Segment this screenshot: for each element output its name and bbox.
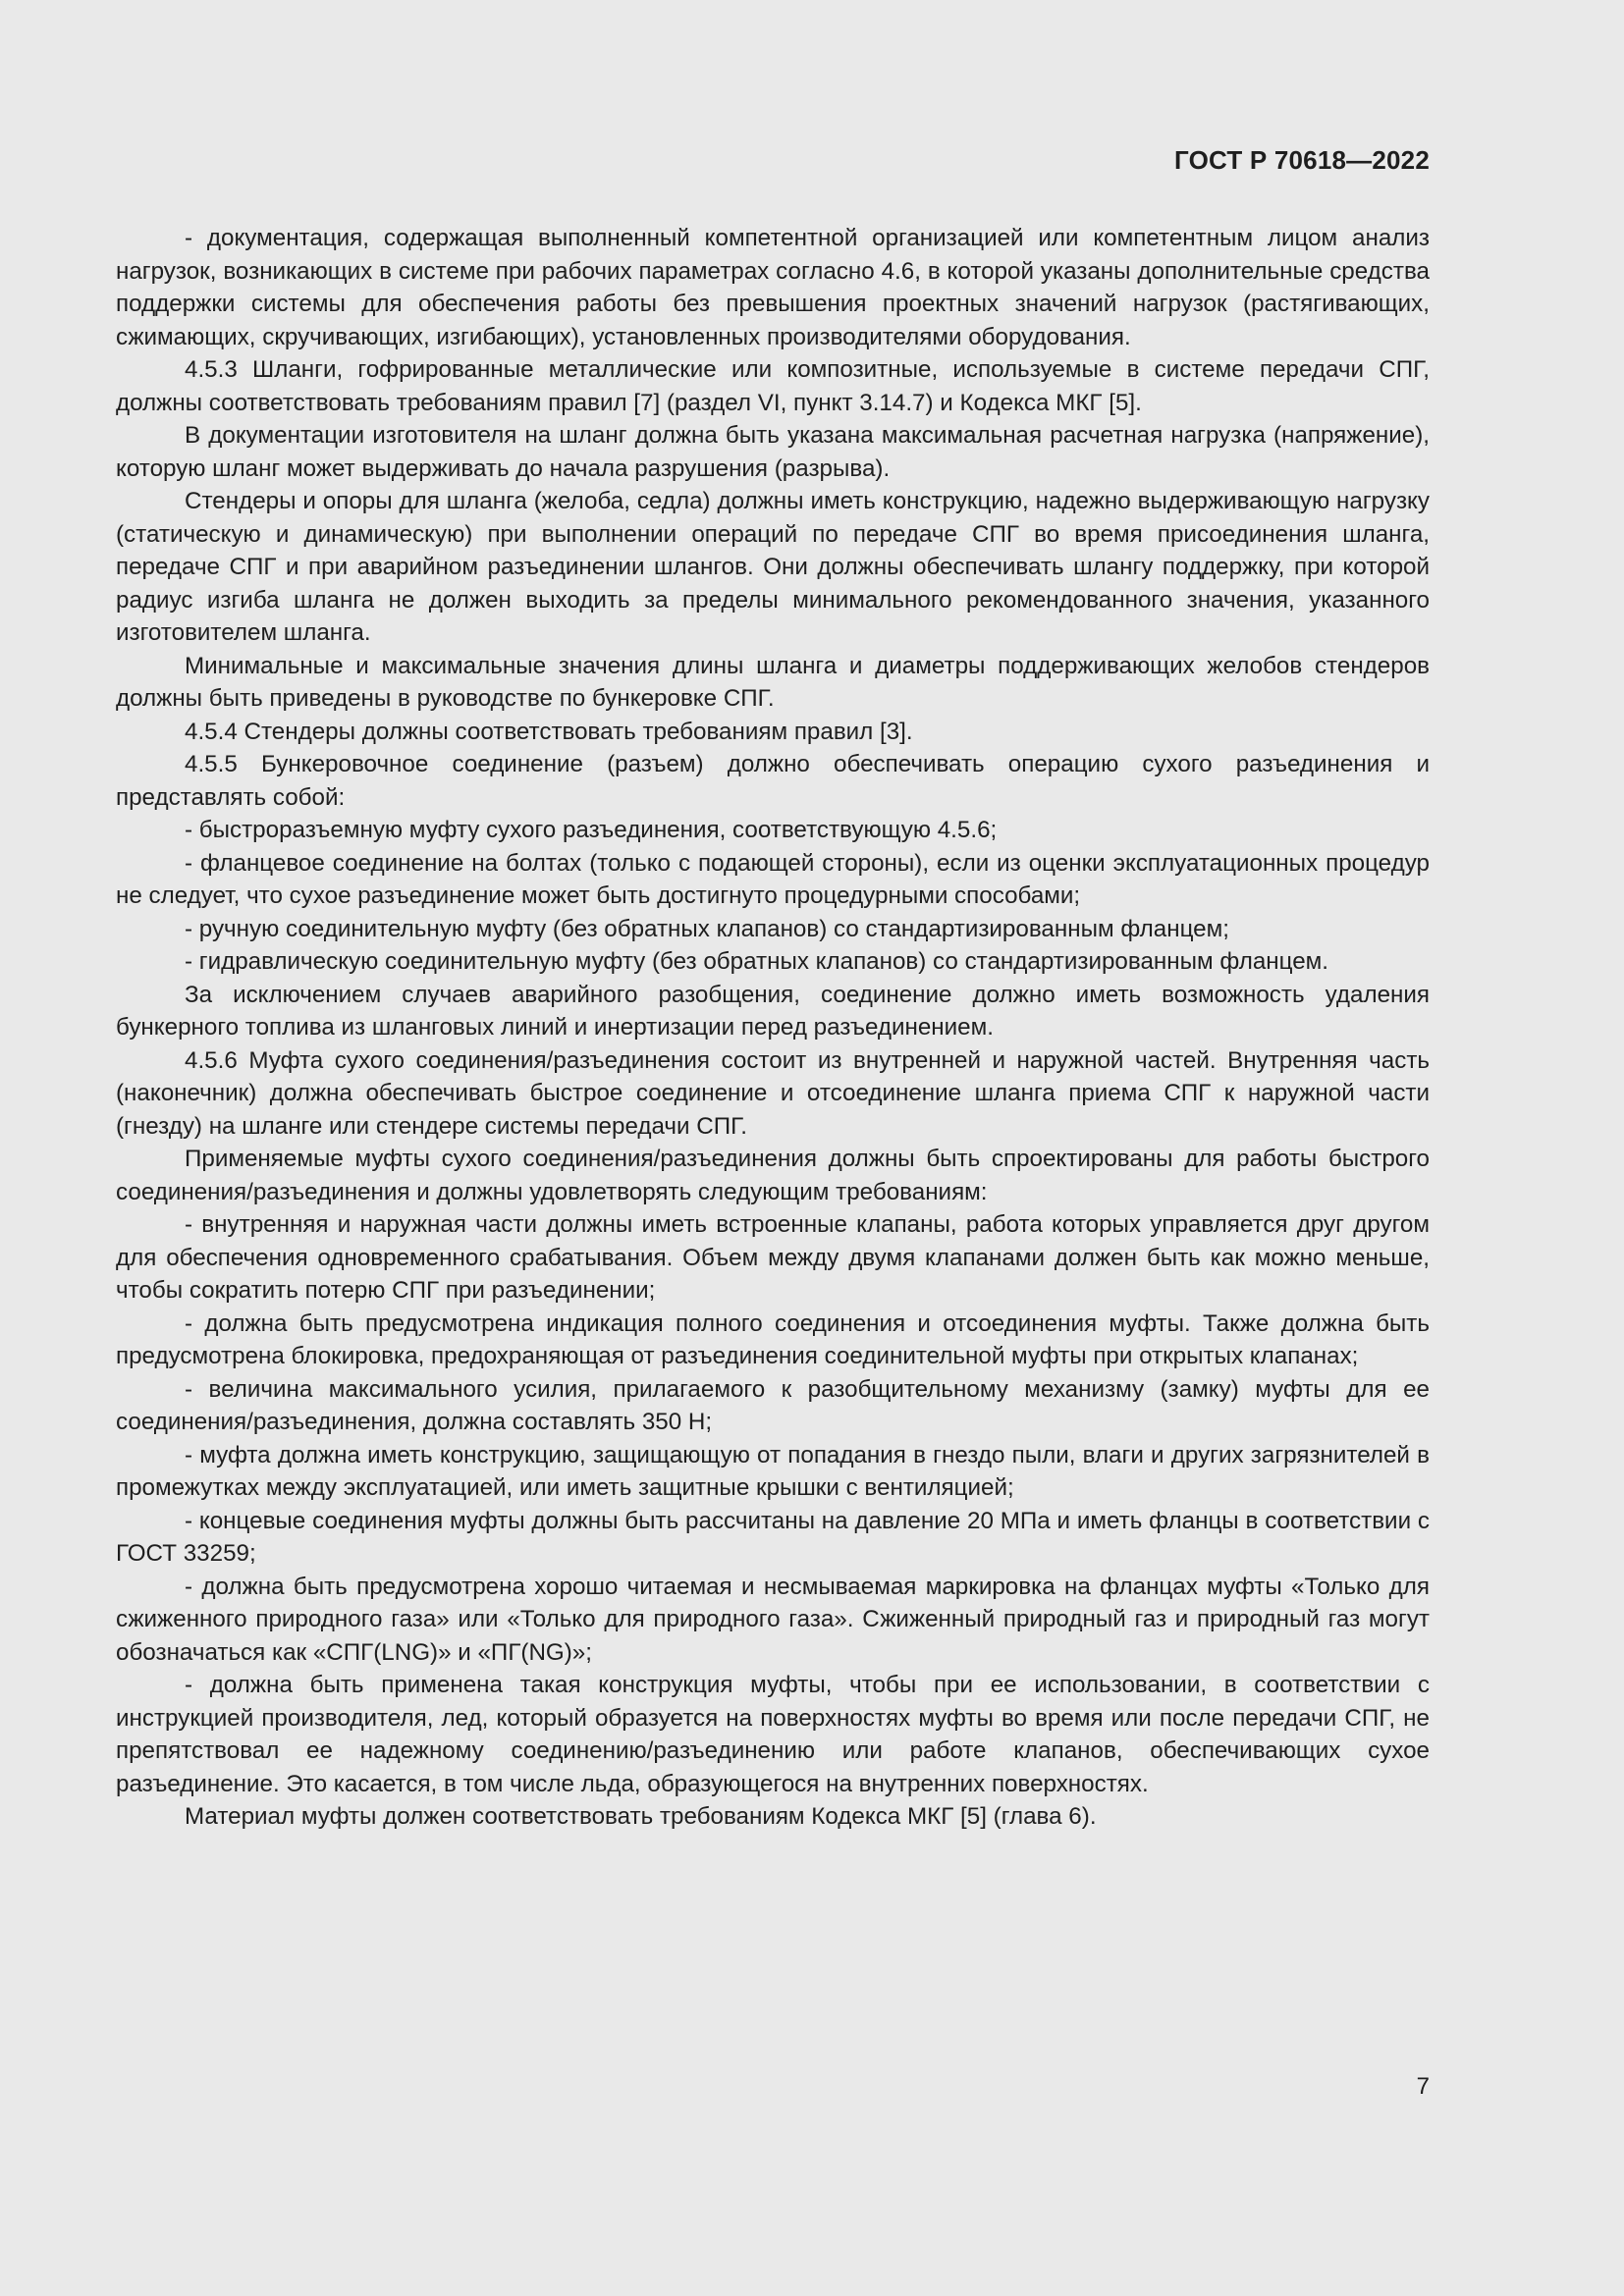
paragraph: 4.5.3 Шланги, гофрированные металлические или композитные, используемые в системе передачи СПГ, должны соответствовать требованиям правил [7] (раздел VI, пункт 3.14.7) и Кодекса МКГ [5].: [116, 356, 1430, 416]
paragraph: - должна быть применена такая конструкция муфты, чтобы при ее использовании, в соответствии с инструкцией производителя, лед, который образуется на поверхностях муфты во время или после передачи СПГ, не препятствовал ее надежному соединению/разъединению или работе клапанов, обеспечивающих сухое разъединение. Это касается, в том числе льда, образующегося на внутренних поверхностях.: [116, 1672, 1430, 1797]
paragraph: - гидравлическую соединительную муфту (без обратных клапанов) со стандартизированным фланцем.: [185, 948, 1329, 975]
paragraph: В документации изготовителя на шланг должна быть указана максимальная расчетная нагрузка (напряжение), которую шланг может выдерживать до начала разрушения (разрыва).: [116, 422, 1430, 482]
paragraph: Стендеры и опоры для шланга (желоба, седла) должны иметь конструкцию, надежно выдерживающую нагрузку (статическую и динамическую) при выполнении операций по передаче СПГ во время присоединения шланга, передаче СПГ и при аварийном разъединении шлангов. Они должны обеспечивать шлангу поддержку, при которой радиус изгиба шланга не должен выходить за пределы минимального рекомендованного значения, указанного изготовителем шланга.: [116, 488, 1430, 646]
paragraph: - должна быть предусмотрена индикация полного соединения и отсоединения муфты. Также должна быть предусмотрена блокировка, предохраняющая от разъединения соединительной муфты при открытых клапанах;: [116, 1309, 1430, 1369]
paragraph: - фланцевое соединение на болтах (только с подающей стороны), если из оценки эксплуатационных процедур не следует, что сухое разъединение может быть достигнуто процедурными способами;: [116, 849, 1430, 909]
paragraph: 4.5.5 Бункеровочное соединение (разъем) должно обеспечивать операцию сухого разъединения и представлять собой:: [116, 751, 1430, 811]
paragraph: - документация, содержащая выполненный компетентной организацией или компетентным лицом анализ нагрузок, возникающих в системе при рабочих параметрах согласно 4.6, в которой указаны дополнительные средства поддержки системы для обеспечения работы без превышения проектных значений нагрузок (растягивающих, сжимающих, скручивающих, изгибающих), установленных производителями оборудования.: [116, 225, 1430, 350]
paragraph: Материал муфты должен соответствовать требованиям Кодекса МКГ [5] (глава 6).: [185, 1803, 1097, 1830]
paragraph: - концевые соединения муфты должны быть рассчитаны на давление 20 МПа и иметь фланцы в соответствии с ГОСТ 33259;: [116, 1507, 1430, 1567]
paragraph: - должна быть предусмотрена хорошо читаемая и несмываемая маркировка на фланцах муфты «Только для сжиженного природного газа» или «Только для природного газа». Сжиженный природный газ и природный газ могут обозначаться как «СПГ(LNG)» и «ПГ(NG)»;: [116, 1573, 1430, 1666]
paragraph: - ручную соединительную муфту (без обратных клапанов) со стандартизированным фланцем;: [185, 915, 1229, 942]
paragraph: 4.5.4 Стендеры должны соответствовать требованиям правил [3].: [185, 718, 913, 745]
paragraph: - внутренняя и наружная части должны иметь встроенные клапаны, работа которых управляется друг другом для обеспечения одновременного срабатывания. Объем между двумя клапанами должен быть как можно меньше, чтобы сократить потерю СПГ при разъединении;: [116, 1211, 1430, 1304]
paragraph: - величина максимального усилия, прилагаемого к разобщительному механизму (замку) муфты для ее соединения/разъединения, должна составлять 350 Н;: [116, 1375, 1430, 1435]
document-body: [116, 222, 1430, 1834]
paragraph: За исключением случаев аварийного разобщения, соединение должно иметь возможность удаления бункерного топлива из шланговых линий и инертизации перед разъединением.: [116, 981, 1430, 1041]
paragraph: - быстроразъемную муфту сухого разъединения, соответствующую 4.5.6;: [185, 817, 998, 843]
document-header-standard-number: ГОСТ Р 70618—2022: [1174, 145, 1430, 175]
page-number: 7: [1416, 2073, 1430, 2100]
paragraph: Минимальные и максимальные значения длины шланга и диаметры поддерживающих желобов стендеров должны быть приведены в руководстве по бункеровке СПГ.: [116, 652, 1430, 712]
paragraph: 4.5.6 Муфта сухого соединения/разъединения состоит из внутренней и наружной частей. Внутренняя часть (наконечник) должна обеспечивать быстрое соединение и отсоединение шланга приема СПГ к наружной части (гнезду) на шланге или стендере системы передачи СПГ.: [116, 1046, 1430, 1140]
paragraph: Применяемые муфты сухого соединения/разъединения должны быть спроектированы для работы быстрого соединения/разъединения и должны удовлетворять следующим требованиям:: [116, 1146, 1430, 1205]
paragraph: - муфта должна иметь конструкцию, защищающую от попадания в гнездо пыли, влаги и других загрязнителей в промежутках между эксплуатацией, или иметь защитные крышки с вентиляцией;: [116, 1441, 1430, 1501]
